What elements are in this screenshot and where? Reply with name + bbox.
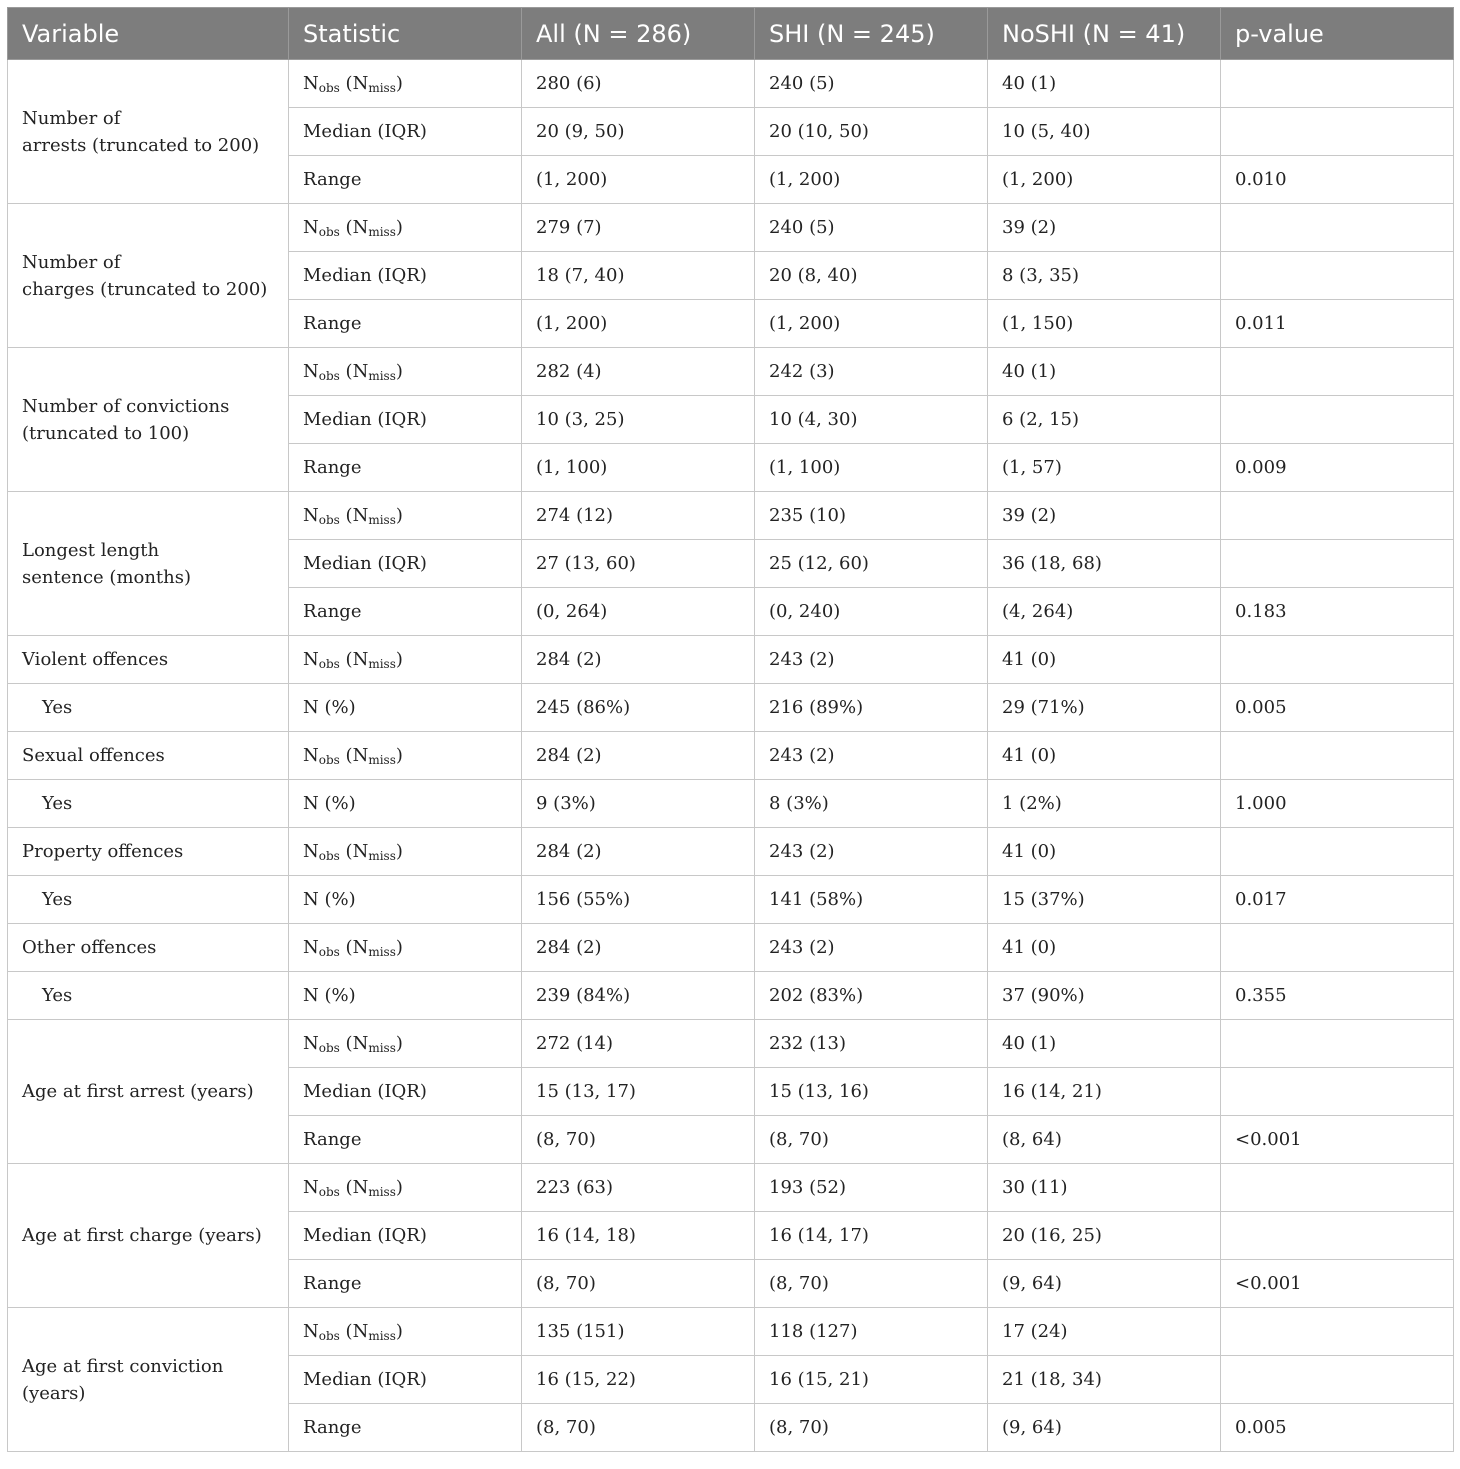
shi-cell: 240 (5) xyxy=(755,204,988,252)
miss-subscript: miss xyxy=(368,225,396,239)
statistic-cell: Range xyxy=(289,1404,522,1452)
table-row xyxy=(8,828,1454,876)
header-statistic: Statistic xyxy=(289,8,522,60)
n-letter: N xyxy=(352,1321,369,1342)
variable-line: (truncated to 100) xyxy=(22,422,190,444)
all-cell: 15 (13, 17) xyxy=(522,1068,755,1116)
n-letter: N xyxy=(303,841,319,862)
obs-subscript: obs xyxy=(318,657,340,671)
all-cell: 279 (7) xyxy=(522,204,755,252)
variable-yes-cell: Yes xyxy=(8,972,289,1020)
all-cell: (1, 100) xyxy=(522,444,755,492)
all-cell: 282 (4) xyxy=(522,348,755,396)
shi-cell: (1, 100) xyxy=(755,444,988,492)
noshi-cell: 17 (24) xyxy=(988,1308,1221,1356)
statistic-cell: Range xyxy=(289,444,522,492)
close-paren: ) xyxy=(395,745,403,766)
p-value-cell xyxy=(1221,204,1454,252)
noshi-cell: 41 (0) xyxy=(988,924,1221,972)
table-row xyxy=(8,1308,1454,1356)
statistic-cell xyxy=(289,828,522,876)
all-cell: 27 (13, 60) xyxy=(522,540,755,588)
open-paren: ( xyxy=(339,1177,353,1198)
obs-subscript: obs xyxy=(318,849,340,863)
header-all: All (N = 286) xyxy=(522,8,755,60)
open-paren: ( xyxy=(339,505,353,526)
p-value-cell: <0.001 xyxy=(1221,1260,1454,1308)
header-variable: Variable xyxy=(8,8,289,60)
close-paren: ) xyxy=(395,1033,403,1054)
table-row xyxy=(8,348,1454,396)
miss-subscript: miss xyxy=(368,1329,396,1343)
shi-cell: 25 (12, 60) xyxy=(755,540,988,588)
p-value-cell xyxy=(1221,108,1454,156)
obs-subscript: obs xyxy=(318,513,340,527)
noshi-cell: 41 (0) xyxy=(988,732,1221,780)
header-p-value: p-value xyxy=(1221,8,1454,60)
close-paren: ) xyxy=(395,841,403,862)
shi-cell: 15 (13, 16) xyxy=(755,1068,988,1116)
all-cell: 284 (2) xyxy=(522,828,755,876)
noshi-cell: 40 (1) xyxy=(988,348,1221,396)
open-paren: ( xyxy=(339,841,353,862)
n-letter: N xyxy=(352,1033,369,1054)
n-letter: N xyxy=(352,649,369,670)
p-value-cell xyxy=(1221,1212,1454,1260)
all-cell: 16 (15, 22) xyxy=(522,1356,755,1404)
noshi-cell: 39 (2) xyxy=(988,492,1221,540)
p-value-cell: 0.011 xyxy=(1221,300,1454,348)
statistic-cell xyxy=(289,204,522,252)
noshi-cell: 16 (14, 21) xyxy=(988,1068,1221,1116)
obs-subscript: obs xyxy=(318,369,340,383)
n-letter: N xyxy=(352,745,369,766)
statistic-cell xyxy=(289,348,522,396)
close-paren: ) xyxy=(395,649,403,670)
shi-cell: 216 (89%) xyxy=(755,684,988,732)
all-cell: 245 (86%) xyxy=(522,684,755,732)
noshi-cell: 6 (2, 15) xyxy=(988,396,1221,444)
obs-subscript: obs xyxy=(318,753,340,767)
all-cell: 274 (12) xyxy=(522,492,755,540)
variable-yes-cell: Yes xyxy=(8,780,289,828)
n-letter: N xyxy=(303,649,319,670)
n-letter: N xyxy=(352,73,369,94)
all-cell: (8, 70) xyxy=(522,1116,755,1164)
n-letter: N xyxy=(352,937,369,958)
p-value-cell xyxy=(1221,540,1454,588)
noshi-cell: 41 (0) xyxy=(988,828,1221,876)
statistic-cell: N (%) xyxy=(289,972,522,1020)
open-paren: ( xyxy=(339,937,353,958)
noshi-cell: 41 (0) xyxy=(988,636,1221,684)
noshi-cell: 20 (16, 25) xyxy=(988,1212,1221,1260)
shi-cell: 242 (3) xyxy=(755,348,988,396)
n-letter: N xyxy=(303,937,319,958)
table-row xyxy=(8,204,1454,252)
statistic-cell: Median (IQR) xyxy=(289,108,522,156)
shi-cell: 8 (3%) xyxy=(755,780,988,828)
noshi-cell: 10 (5, 40) xyxy=(988,108,1221,156)
p-value-cell: 0.183 xyxy=(1221,588,1454,636)
shi-cell: 243 (2) xyxy=(755,732,988,780)
close-paren: ) xyxy=(395,73,403,94)
shi-cell: 193 (52) xyxy=(755,1164,988,1212)
table-body xyxy=(8,60,1454,1452)
n-letter: N xyxy=(303,73,319,94)
p-value-cell: 0.355 xyxy=(1221,972,1454,1020)
p-value-cell xyxy=(1221,348,1454,396)
table-row xyxy=(8,732,1454,780)
all-cell: 272 (14) xyxy=(522,1020,755,1068)
obs-subscript: obs xyxy=(318,945,340,959)
noshi-cell: 40 (1) xyxy=(988,1020,1221,1068)
miss-subscript: miss xyxy=(368,753,396,767)
shi-cell: 243 (2) xyxy=(755,924,988,972)
variable-cell: Sexual offences xyxy=(8,732,289,780)
statistic-cell: Range xyxy=(289,1260,522,1308)
close-paren: ) xyxy=(395,361,403,382)
statistic-cell xyxy=(289,1308,522,1356)
noshi-cell: 39 (2) xyxy=(988,204,1221,252)
statistic-cell: Range xyxy=(289,588,522,636)
close-paren: ) xyxy=(395,937,403,958)
obs-subscript: obs xyxy=(318,225,340,239)
noshi-cell: 8 (3, 35) xyxy=(988,252,1221,300)
miss-subscript: miss xyxy=(368,81,396,95)
all-cell: (8, 70) xyxy=(522,1260,755,1308)
criminal-history-table xyxy=(7,7,1454,1452)
p-value-cell xyxy=(1221,732,1454,780)
all-cell: 135 (151) xyxy=(522,1308,755,1356)
miss-subscript: miss xyxy=(368,513,396,527)
open-paren: ( xyxy=(339,361,353,382)
shi-cell: 16 (14, 17) xyxy=(755,1212,988,1260)
shi-cell: 20 (10, 50) xyxy=(755,108,988,156)
table-row xyxy=(8,780,1454,828)
open-paren: ( xyxy=(339,649,353,670)
statistic-cell: Median (IQR) xyxy=(289,1356,522,1404)
all-cell: 9 (3%) xyxy=(522,780,755,828)
n-letter: N xyxy=(303,745,319,766)
open-paren: ( xyxy=(339,1321,353,1342)
p-value-cell: 0.005 xyxy=(1221,1404,1454,1452)
shi-cell: 10 (4, 30) xyxy=(755,396,988,444)
n-letter: N xyxy=(303,1033,319,1054)
n-letter: N xyxy=(352,361,369,382)
all-cell: 223 (63) xyxy=(522,1164,755,1212)
close-paren: ) xyxy=(395,505,403,526)
statistic-cell: N (%) xyxy=(289,876,522,924)
p-value-cell xyxy=(1221,1164,1454,1212)
noshi-cell: 40 (1) xyxy=(988,60,1221,108)
n-letter: N xyxy=(303,505,319,526)
noshi-cell: 1 (2%) xyxy=(988,780,1221,828)
p-value-cell xyxy=(1221,924,1454,972)
p-value-cell xyxy=(1221,1308,1454,1356)
all-cell: 16 (14, 18) xyxy=(522,1212,755,1260)
p-value-cell xyxy=(1221,1356,1454,1404)
noshi-cell: 36 (18, 68) xyxy=(988,540,1221,588)
statistic-cell: Median (IQR) xyxy=(289,540,522,588)
shi-cell: 240 (5) xyxy=(755,60,988,108)
variable-cell xyxy=(8,348,289,492)
p-value-cell: 0.009 xyxy=(1221,444,1454,492)
noshi-cell: 37 (90%) xyxy=(988,972,1221,1020)
variable-line: sentence (months) xyxy=(22,566,192,588)
table-row xyxy=(8,1164,1454,1212)
variable-cell xyxy=(8,60,289,204)
shi-cell: 235 (10) xyxy=(755,492,988,540)
variable-cell: Violent offences xyxy=(8,636,289,684)
statistic-cell: Median (IQR) xyxy=(289,252,522,300)
all-cell: (1, 200) xyxy=(522,300,755,348)
statistic-cell xyxy=(289,1020,522,1068)
all-cell: 284 (2) xyxy=(522,732,755,780)
shi-cell: 141 (58%) xyxy=(755,876,988,924)
miss-subscript: miss xyxy=(368,1185,396,1199)
noshi-cell: (4, 264) xyxy=(988,588,1221,636)
variable-line: Number of convictions xyxy=(22,395,230,417)
table-row xyxy=(8,60,1454,108)
variable-line: Number of xyxy=(22,107,121,129)
statistic-cell: Range xyxy=(289,300,522,348)
obs-subscript: obs xyxy=(318,1041,340,1055)
table-row xyxy=(8,492,1454,540)
all-cell: (1, 200) xyxy=(522,156,755,204)
statistic-cell: Median (IQR) xyxy=(289,1212,522,1260)
header-noshi: NoSHI (N = 41) xyxy=(988,8,1221,60)
shi-cell: 243 (2) xyxy=(755,828,988,876)
statistic-cell: N (%) xyxy=(289,780,522,828)
n-letter: N xyxy=(352,217,369,238)
noshi-cell: 15 (37%) xyxy=(988,876,1221,924)
obs-subscript: obs xyxy=(318,1329,340,1343)
noshi-cell: 29 (71%) xyxy=(988,684,1221,732)
shi-cell: 243 (2) xyxy=(755,636,988,684)
variable-cell: Other offences xyxy=(8,924,289,972)
noshi-cell: (1, 150) xyxy=(988,300,1221,348)
table-row xyxy=(8,684,1454,732)
shi-cell: (8, 70) xyxy=(755,1116,988,1164)
noshi-cell: (8, 64) xyxy=(988,1116,1221,1164)
table-row xyxy=(8,1020,1454,1068)
statistic-cell: N (%) xyxy=(289,684,522,732)
all-cell: 156 (55%) xyxy=(522,876,755,924)
statistic-cell xyxy=(289,636,522,684)
table-row xyxy=(8,924,1454,972)
p-value-cell xyxy=(1221,252,1454,300)
p-value-cell xyxy=(1221,1020,1454,1068)
n-letter: N xyxy=(303,1321,319,1342)
header-shi: SHI (N = 245) xyxy=(755,8,988,60)
noshi-cell: (1, 57) xyxy=(988,444,1221,492)
statistic-cell: Range xyxy=(289,156,522,204)
shi-cell: 118 (127) xyxy=(755,1308,988,1356)
noshi-cell: (9, 64) xyxy=(988,1260,1221,1308)
variable-line: charges (truncated to 200) xyxy=(22,278,268,300)
p-value-cell xyxy=(1221,396,1454,444)
open-paren: ( xyxy=(339,217,353,238)
statistic-cell: Range xyxy=(289,1116,522,1164)
statistic-cell xyxy=(289,924,522,972)
shi-cell: (1, 200) xyxy=(755,156,988,204)
p-value-cell xyxy=(1221,1068,1454,1116)
shi-cell: 16 (15, 21) xyxy=(755,1356,988,1404)
table-row xyxy=(8,876,1454,924)
shi-cell: (8, 70) xyxy=(755,1260,988,1308)
statistic-cell: Median (IQR) xyxy=(289,396,522,444)
miss-subscript: miss xyxy=(368,1041,396,1055)
miss-subscript: miss xyxy=(368,657,396,671)
statistic-cell xyxy=(289,60,522,108)
all-cell: 18 (7, 40) xyxy=(522,252,755,300)
open-paren: ( xyxy=(339,1033,353,1054)
p-value-cell: 0.010 xyxy=(1221,156,1454,204)
statistic-cell xyxy=(289,492,522,540)
statistic-cell: Median (IQR) xyxy=(289,1068,522,1116)
variable-cell xyxy=(8,204,289,348)
statistic-cell xyxy=(289,1164,522,1212)
n-letter: N xyxy=(352,1177,369,1198)
all-cell: 239 (84%) xyxy=(522,972,755,1020)
shi-cell: (1, 200) xyxy=(755,300,988,348)
open-paren: ( xyxy=(339,745,353,766)
open-paren: ( xyxy=(339,73,353,94)
obs-subscript: obs xyxy=(318,1185,340,1199)
p-value-cell: 0.017 xyxy=(1221,876,1454,924)
statistic-cell xyxy=(289,732,522,780)
noshi-cell: 30 (11) xyxy=(988,1164,1221,1212)
close-paren: ) xyxy=(395,1177,403,1198)
shi-cell: 20 (8, 40) xyxy=(755,252,988,300)
variable-cell: Age at first charge (years) xyxy=(8,1164,289,1308)
shi-cell: 232 (13) xyxy=(755,1020,988,1068)
table-row xyxy=(8,972,1454,1020)
all-cell: 284 (2) xyxy=(522,636,755,684)
variable-cell: Age at first arrest (years) xyxy=(8,1020,289,1164)
all-cell: (0, 264) xyxy=(522,588,755,636)
close-paren: ) xyxy=(395,217,403,238)
all-cell: (8, 70) xyxy=(522,1404,755,1452)
shi-cell: (0, 240) xyxy=(755,588,988,636)
variable-line: Longest length xyxy=(22,539,160,561)
shi-cell: 202 (83%) xyxy=(755,972,988,1020)
n-letter: N xyxy=(352,841,369,862)
noshi-cell: (9, 64) xyxy=(988,1404,1221,1452)
obs-subscript: obs xyxy=(318,81,340,95)
noshi-cell: 21 (18, 34) xyxy=(988,1356,1221,1404)
all-cell: 20 (9, 50) xyxy=(522,108,755,156)
variable-cell: Age at first conviction (years) xyxy=(8,1308,289,1452)
p-value-cell xyxy=(1221,492,1454,540)
variable-line: arrests (truncated to 200) xyxy=(22,134,260,156)
table-row xyxy=(8,636,1454,684)
all-cell: 10 (3, 25) xyxy=(522,396,755,444)
miss-subscript: miss xyxy=(368,945,396,959)
variable-yes-cell: Yes xyxy=(8,684,289,732)
p-value-cell: 1.000 xyxy=(1221,780,1454,828)
p-value-cell xyxy=(1221,636,1454,684)
n-letter: N xyxy=(303,1177,319,1198)
all-cell: 284 (2) xyxy=(522,924,755,972)
n-letter: N xyxy=(303,361,319,382)
p-value-cell: 0.005 xyxy=(1221,684,1454,732)
miss-subscript: miss xyxy=(368,849,396,863)
p-value-cell xyxy=(1221,828,1454,876)
variable-cell xyxy=(8,492,289,636)
p-value-cell xyxy=(1221,60,1454,108)
n-letter: N xyxy=(352,505,369,526)
variable-cell: Property offences xyxy=(8,828,289,876)
all-cell: 280 (6) xyxy=(522,60,755,108)
close-paren: ) xyxy=(395,1321,403,1342)
table-header xyxy=(8,8,1454,60)
variable-yes-cell: Yes xyxy=(8,876,289,924)
header-row xyxy=(8,8,1454,60)
noshi-cell: (1, 200) xyxy=(988,156,1221,204)
miss-subscript: miss xyxy=(368,369,396,383)
shi-cell: (8, 70) xyxy=(755,1404,988,1452)
variable-line: Number of xyxy=(22,251,121,273)
p-value-cell: <0.001 xyxy=(1221,1116,1454,1164)
n-letter: N xyxy=(303,217,319,238)
